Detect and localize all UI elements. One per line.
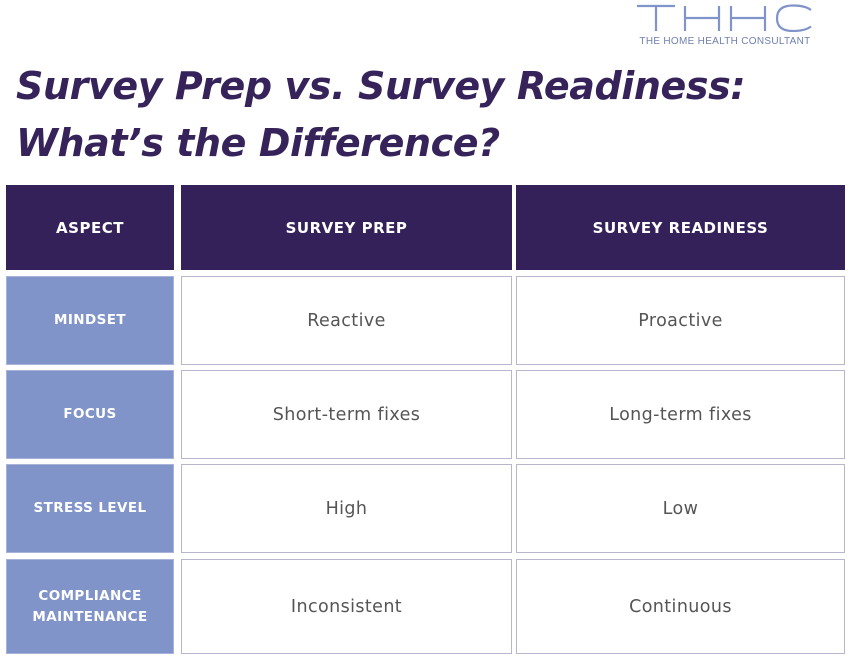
- aspect-stress-level: [6, 464, 174, 553]
- header-survey-readiness: SURVEY READINESS: [516, 185, 845, 270]
- header-survey-prep: SURVEY PREP: [181, 185, 512, 270]
- prep-compliance-maintenance: Inconsistent: [181, 559, 512, 654]
- readiness-compliance-maintenance: Continuous: [516, 559, 845, 654]
- aspect-label-line-1: COMPLIANCE: [38, 587, 142, 604]
- aspect-focus: [6, 370, 174, 459]
- aspect-mindset: [6, 276, 174, 365]
- readiness-focus: Long-term fixes: [516, 370, 845, 459]
- aspect-label: STRESS LEVEL: [33, 500, 147, 516]
- aspect-label: [32, 586, 147, 628]
- prep-focus: Short-term fixes: [181, 370, 512, 459]
- readiness-stress-level: Low: [516, 464, 845, 553]
- brand-logo: [624, 4, 826, 47]
- aspect-label-line-2: MAINTENANCE: [32, 608, 148, 625]
- readiness-mindset: Proactive: [516, 276, 845, 365]
- prep-mindset: Reactive: [181, 276, 512, 365]
- brand-name: THE HOME HEALTH CONSULTANT: [639, 36, 811, 47]
- aspect-label: MINDSET: [54, 312, 126, 328]
- prep-stress-level: High: [181, 464, 512, 553]
- title-line-2: What’s the Difference?: [16, 121, 500, 165]
- title-line-1: Survey Prep vs. Survey Readiness:: [16, 64, 746, 108]
- header-aspect: ASPECT: [6, 185, 174, 270]
- thhc-logo-icon: [635, 4, 815, 32]
- aspect-label: FOCUS: [63, 406, 117, 422]
- aspect-compliance-maintenance: [6, 559, 174, 654]
- page-title: [16, 58, 745, 172]
